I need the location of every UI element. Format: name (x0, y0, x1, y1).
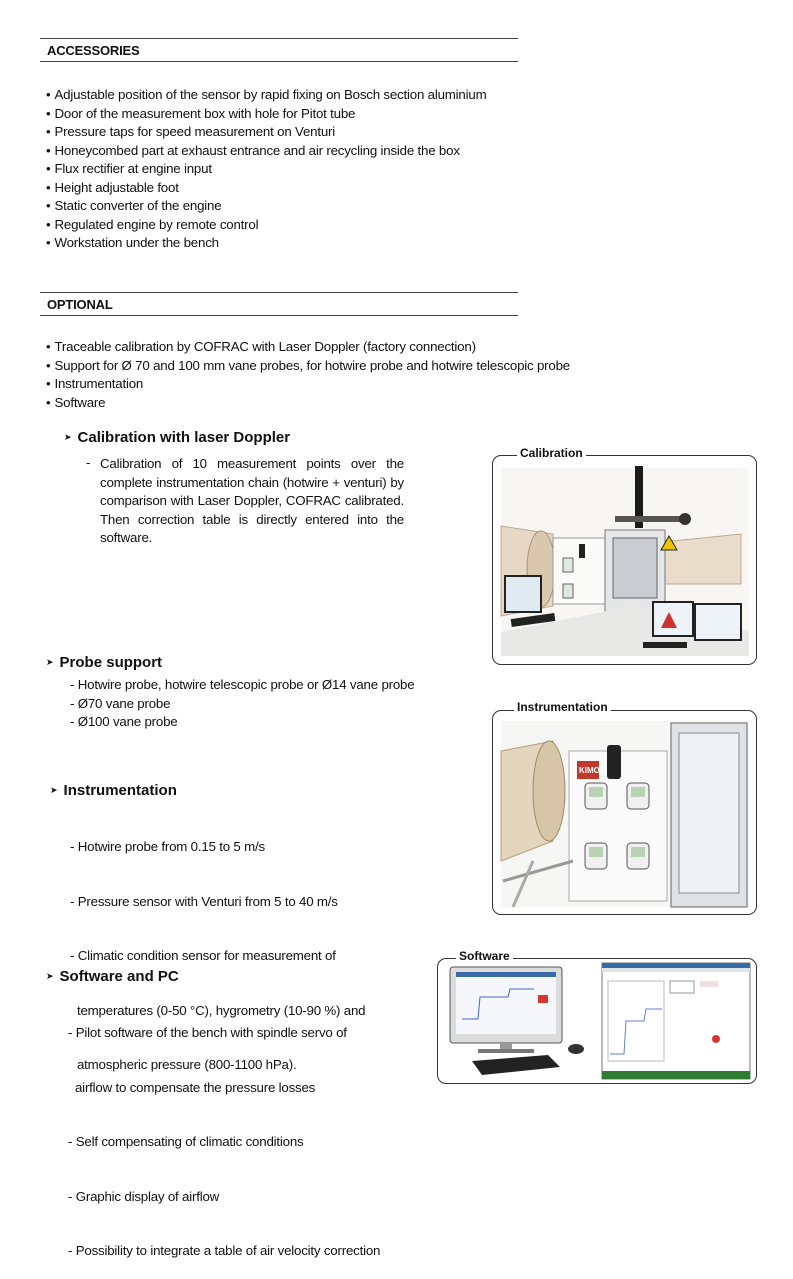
optional-heading-bar (40, 292, 518, 316)
probe-support-title: ➤ Probe support (46, 654, 163, 671)
instrumentation-title: ➤ Instrumentation (50, 782, 177, 799)
accessories-heading: ACCESSORIES (47, 43, 140, 58)
list-item: airflow to compensate the pressure losses (68, 1079, 316, 1095)
list-item: • Software (46, 394, 570, 413)
list-item: - Hotwire probe from 0.15 to 5 m/s (70, 839, 265, 854)
arrow-bullet-icon: ➤ (46, 657, 54, 667)
arrow-bullet-icon: ➤ (64, 432, 72, 442)
list-item: • Pressure taps for speed measurement on Venturi (46, 123, 486, 142)
list-item: • Honeycombed part at exhaust entrance and air recycling inside the box (46, 142, 486, 161)
instrumentation-photo (493, 711, 756, 914)
list-item: • Instrumentation (46, 375, 570, 394)
software-photo (438, 959, 756, 1083)
device-brand: KIMO (579, 766, 600, 775)
optional-list (46, 338, 570, 412)
list-item: atmospheric pressure (800-1100 hPa). (70, 1057, 297, 1072)
list-item: - Pilot software of the bench with spindle servo of (68, 1025, 347, 1040)
list-item: • Support for Ø 70 and 100 mm vane probes, for hotwire probe and hotwire telescopic probe (46, 357, 570, 376)
list-item: - Ø100 vane probe (70, 714, 178, 729)
software-title: ➤ Software and PC (46, 968, 179, 985)
instrumentation-image-frame (492, 710, 757, 915)
calibration-photo (493, 456, 756, 664)
list-item: • Flux rectifier at engine input (46, 160, 486, 179)
list-item: - Possibility to integrate a table of air velocity correction (68, 1243, 381, 1258)
list-item: • Height adjustable foot (46, 179, 486, 198)
calibration-title: ➤ Calibration with laser Doppler (64, 429, 291, 446)
calibration-image-label: Calibration (517, 446, 586, 460)
accessories-list (46, 86, 486, 253)
list-item: - Ø70 vane probe (70, 695, 171, 711)
list-item: • Traceable calibration by COFRAC with Laser Doppler (factory connection) (46, 338, 570, 357)
list-item: - Hotwire probe, hotwire telescopic probe or Ø14 vane probe (70, 677, 415, 692)
optional-heading: OPTIONAL (47, 297, 113, 312)
arrow-bullet-icon: ➤ (46, 971, 54, 981)
list-item: - Self compensating of climatic conditions (68, 1134, 304, 1149)
arrow-bullet-icon: ➤ (50, 785, 58, 795)
list-item: - Pressure sensor with Venturi from 5 to 40 m/s (70, 893, 338, 909)
list-item: • Static converter of the engine (46, 197, 486, 216)
software-image-label: Software (456, 949, 513, 963)
list-item: - Climatic condition sensor for measurement of (70, 948, 336, 963)
accessories-heading-bar (40, 38, 518, 62)
probe-support-list (70, 676, 414, 732)
list-item: • Regulated engine by remote control (46, 216, 486, 235)
software-image-frame (437, 958, 757, 1084)
list-item: • Workstation under the bench (46, 234, 486, 253)
calibration-text: Calibration of 10 measurement points over the complete instrumentation chain (hotwire + venturi) by comparison with Laser Doppler, COFRAC calibrated. Then correction table is directly entered into the software. (100, 456, 404, 545)
list-item: temperatures (0-50 °C), hygrometry (10-90 %) and (70, 1002, 366, 1018)
list-item: - Graphic display of airflow (68, 1188, 220, 1204)
list-item: • Door of the measurement box with hole for Pitot tube (46, 105, 486, 124)
software-list (68, 988, 380, 1279)
list-item: • Adjustable position of the sensor by rapid fixing on Bosch section aluminium (46, 86, 486, 105)
instrumentation-image-label: Instrumentation (514, 700, 611, 714)
calibration-image-frame (492, 455, 757, 665)
calibration-dash: - (86, 455, 91, 470)
